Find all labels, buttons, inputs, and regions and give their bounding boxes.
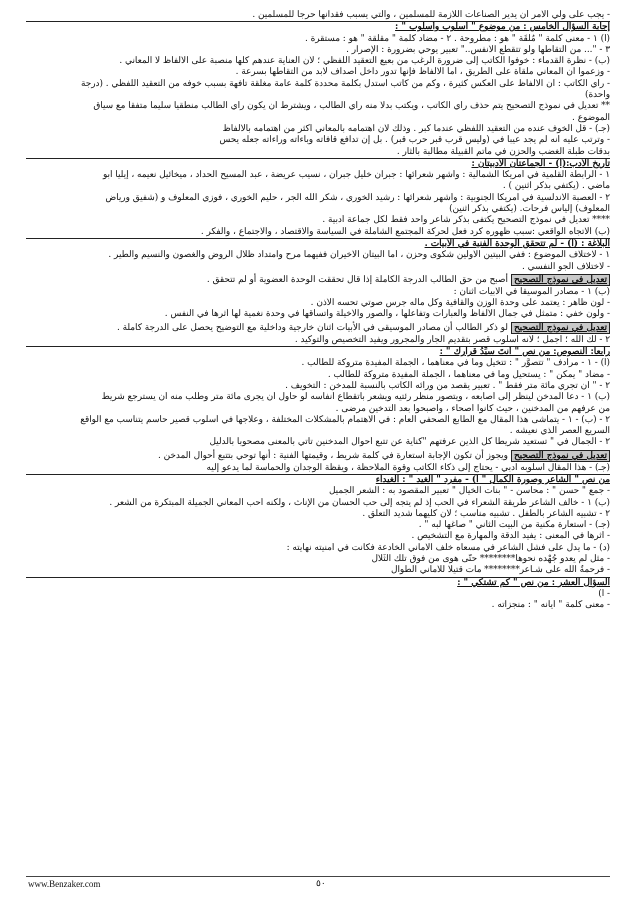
correction-note-text: لو ذكر الطالب أن مصادر الموسيقى في الأبيات اثنان خارجية وداخلية مع التوضيح يحصل على الدرجة كاملة . bbox=[116, 322, 508, 333]
text-line: الموضوع . bbox=[572, 112, 610, 123]
section-literary-history bbox=[26, 158, 610, 238]
page-footer bbox=[26, 876, 610, 891]
text-line: (جـ) - قل الخوف عنده من التعقيد اللفظي عندما كبر . وذلك لأن اهتمامه بالمعاني أكثر من اهتمامه بالألفاظ bbox=[222, 123, 610, 134]
section-title: تاريخ الأدب:(أ) - الجماعتان الأدبيتان : bbox=[471, 158, 610, 169]
section-q5 bbox=[26, 21, 610, 158]
text-line: (ب) ١ - دعا المدخن لينظر إلى أصابعه ، ويتصور منظر رئتيه ويشعر باتقطاع أنفاسه لو حاول أن يجرى مائة متر وطلب منه أن يسترجع شريط bbox=[101, 392, 610, 403]
text-line: - معنى كلمة " أيانه " : منجزاته . bbox=[491, 600, 610, 611]
text-line: (أ) ١ - معنى كلمة " مُلْقَة " هو : مطروحة . ٢ - مضاد كلمة " مقلقة " هو : مستقرة . bbox=[304, 33, 610, 44]
correction-note-line bbox=[26, 321, 610, 335]
footer-website: www.Benzaker.com bbox=[28, 879, 101, 889]
correction-note-line bbox=[26, 449, 610, 463]
text-line: ٢ - (ب) - ١ - يتماشى هذا المقال مع الطابع الصحفي العام : في الاهتمام بالمشكلات المختلفة ، وعلاجها في أسلوب قصير حاسم يتناسب مع الواقع bbox=[80, 414, 610, 425]
text-line: - مثل لم يعدو جُهْده نحوها******** حتّى هوى من فوق تلك الثِّلال bbox=[371, 554, 610, 565]
text-line: - أثرها في المعنى : يفيد الدقة والمهارة مع التشخيص . bbox=[411, 531, 610, 542]
text-line: - أ) bbox=[598, 588, 610, 599]
correction-tag: تعديل في نموذج التصحيح bbox=[511, 450, 610, 462]
page-content bbox=[26, 10, 610, 612]
text-line: - ولون خفي : متمثل في جمال الألفاظ والعبارات وتفاعلها ، والصور والأخيلة واتساقها في وحدة نغمية لها أثرها في النفس . bbox=[164, 309, 610, 320]
text-line: - فرحمةُ الله على شـاعر******** مات قتيلا للأماني الطوال bbox=[391, 565, 610, 576]
section-title: البلاغة : (أ) - لم تتحقق الوحدة الفنية في الأبيات . bbox=[424, 238, 610, 249]
text-line: المعلوف) إلياس فرحات. (يكتفي بذكر اثنين) bbox=[449, 204, 610, 215]
section-title: رابعاً: النصوص: من نص " أنتَ سيِّدُ قرارك " : bbox=[439, 347, 610, 358]
text-line: ٣ - "... من التقاطها ولو تتقطع الأنفس.." تعبير يوحي بضرورة : الإصرار . bbox=[346, 44, 610, 55]
text-line: ** تعديل في نموذج التصحيح يتم حذف رأي الكاتب ، ويكتب بدلاً منه رأي الطالب ، ويشترط أن يكون رأي الطالب منطقياً سليماً متفقاً مع سياق bbox=[93, 101, 610, 112]
section-title: من نص " الشاعر وصورة الكمال " أ) - مفرد " الغيد " : الغيداء bbox=[375, 474, 610, 485]
text-line: (د) - ما يدل على فشل الشاعر في مسعاه خلف الأماني الخادعة فكانت في أمنيته نهايته : bbox=[286, 542, 610, 553]
text-line: - رأي الكاتب : أن الألفاظ على العكس كثيرة ، وكم من كاتب استدل بكلمة محددة كلمة عامة مغلقة تافهة بسبب خوفه من التعقيد اللفظي . (درجة bbox=[81, 78, 610, 89]
text-line: السريع العصر الذي نعيشه . bbox=[509, 426, 610, 437]
text-line: ٢ - الجمال في " تستعيد شريطاً كل الذين عرفتهم "كناية عن تتبع أحوال المدخنين تأتي بالمعنى مصحوباً بالدليل bbox=[209, 437, 610, 448]
text-line: ٢ - تشبيه الشاعر بالطفل . تشبيه مناسب ؛ لأن كليهما شديد التعلق . bbox=[362, 508, 610, 519]
section-q10 bbox=[26, 577, 610, 612]
text-line: **** تعديل في نموذج التصحيح يكتفى بذكر شاعر واحد فقط لكل جماعة أدبية . bbox=[322, 215, 610, 226]
text-line: ٢ - " أن تجري مائة متر فقط " . تعبير يقصد من ورائه الكاتب بالنسبة للمدخن : التخويف . bbox=[285, 380, 610, 391]
section-title: إجابة السؤال الخامس : من موضوع " أسلوب وأسلوب " : bbox=[395, 22, 610, 33]
text-line: (ب) الاتجاه الواقعي :سبب ظهوره كرد فعل لحركة المجتمع الشاملة في السياسة والاقتصاد ، والاجتماع ، والفكر . bbox=[200, 226, 610, 237]
text-line: ١ - الرابطة القلمية في أمريكا الشمالية : وأشهر شعرائها : جبران خليل جبران ، نسيب عريضة ، عبد المسيح الحداد ، ميخائيل نعيمه ، إيليا أبو bbox=[102, 170, 610, 181]
text-line: بدقات طبلة الغضب والحزن في مأتم القبيلة مطالبة بالثأر . bbox=[396, 146, 610, 157]
text-line: - وترتب عليه أنه لم يجد عيباً في (وليس قرب قبر حرب قبر) . بل إن تدافع قافاته وباءاته وراءاته جعله يحس bbox=[219, 135, 610, 146]
section-rhetoric bbox=[26, 238, 610, 346]
text-line: ١ - لاختلاف الموضوع : ففي البيتين الأولين شكوى وحزن ، أما البيتان الأخيران ففيهما مرح وامتداد ظلال الروض والغصون والنسيم والطير . bbox=[108, 250, 610, 261]
text-line: ماضي . (يكتفي بذكر اثنين ) . bbox=[502, 181, 610, 192]
correction-note-text: ويجوز أن تكون الإجابة استعارة في كلمة شريط ، وقيمتها الفنية : أنها توحي بتتبع أحوال المدخن . bbox=[157, 450, 508, 461]
text-line: ٢ - العصبة الأندلسية في أمريكا الجنوبية : وأشهر شعرائها : رشيد الخوري ، شكر الله الجر ، حليم الخوري ، فوزي المعلوف و (شفيق ورياض bbox=[105, 192, 610, 203]
text-line: (جـ) - استعارة مكنية من البيت الثاني " صاغها لبه " . bbox=[418, 520, 610, 531]
text-line: (ب) - نظرة القدماء : خوفوا الكاتب إلى ضرورة الرغب من بعيع التعقيد اللفظي ؛ لأن العناية عندهم كلها منصبة على الألفاظ لا المعاني . bbox=[119, 56, 610, 67]
correction-tag: تعديل في نموذج التصحيح bbox=[511, 274, 610, 286]
text-line: (ب) ١ - خالف الشاعر طريقة الشعراء في الحب إذ لم يتجه إلى حب الحسان من الإناث ، ولكنه أحب المعاني الجميلة المبتكرة من الشعر . bbox=[109, 497, 610, 508]
correction-tag: تعديل في نموذج التصحيح bbox=[511, 322, 610, 334]
text-line: - لون ظاهر : يعتمد على وحدة الوزن والقافية وكل ماله جرس صوتي تحسه الأذن . bbox=[310, 298, 610, 309]
text-line: (جـ) - هذا المقال أسلوبه أدبي - يحتاج إلى ذكاء الكاتب وقوة الملاحظة ، ويقظة الوجدان والحماسة لما يدعو إليه bbox=[206, 462, 610, 473]
text-line: (ب) ١ - مصادر الموسيقا في الأبيات اثنان : bbox=[453, 286, 610, 297]
text-line: - مضاد " يمكن " : يستحيل وما في معناهما ، الجملة المفيدة متروكة للطالب . bbox=[327, 369, 610, 380]
section-title: السؤال العشر : من نص " كم تشتكي " : bbox=[457, 577, 610, 588]
text-line: - وزعموا أن المعاني ملقاة على الطريق ، أما الألفاظ فإنها تدور داخل أصداف لابد من التقاطها بسرعة . bbox=[235, 67, 610, 78]
text-line: واحدة) bbox=[584, 90, 610, 101]
correction-note-text: أصبح من حق الطالب الدرجة الكاملة إذا قال تحققت الوحدة العضوية أو لم تتحقق . bbox=[206, 274, 508, 285]
text-line: (أ) - ١ - مرادف " تتصوَّر " : تتخيل وما في معناهما ، الجملة المفيدة متروكة للطالب . bbox=[301, 358, 610, 369]
text-line: - يجب على ولي الأمر أن يدير الصناعات اللازمة للمسلمين ، والتي يسبب فقدانها حرجاً للمسلمين . bbox=[252, 10, 610, 20]
text-line: - لاختلاف الجو النفسي . bbox=[522, 261, 610, 272]
text-line: - جمع " حسن " : محاسن - " بنات الخيال " تعبير المقصود به : الشعر الجميل bbox=[328, 486, 610, 497]
section-texts bbox=[26, 346, 610, 474]
section-poet bbox=[26, 474, 610, 577]
correction-note-line bbox=[26, 273, 610, 287]
text-line: من عرفهم من المدخنين ، حيث كانوا أصحاء ، وأصبحوا بعد التدخين مرضى . bbox=[335, 403, 610, 414]
page-number: ٥٠ bbox=[316, 879, 326, 889]
text-line: ٢ - لك الله ؛ أجمل ؛ لأنه أسلوب قصر بتقديم الجار والمجرور ويفيد التخصيص والتوكيد . bbox=[294, 334, 610, 345]
